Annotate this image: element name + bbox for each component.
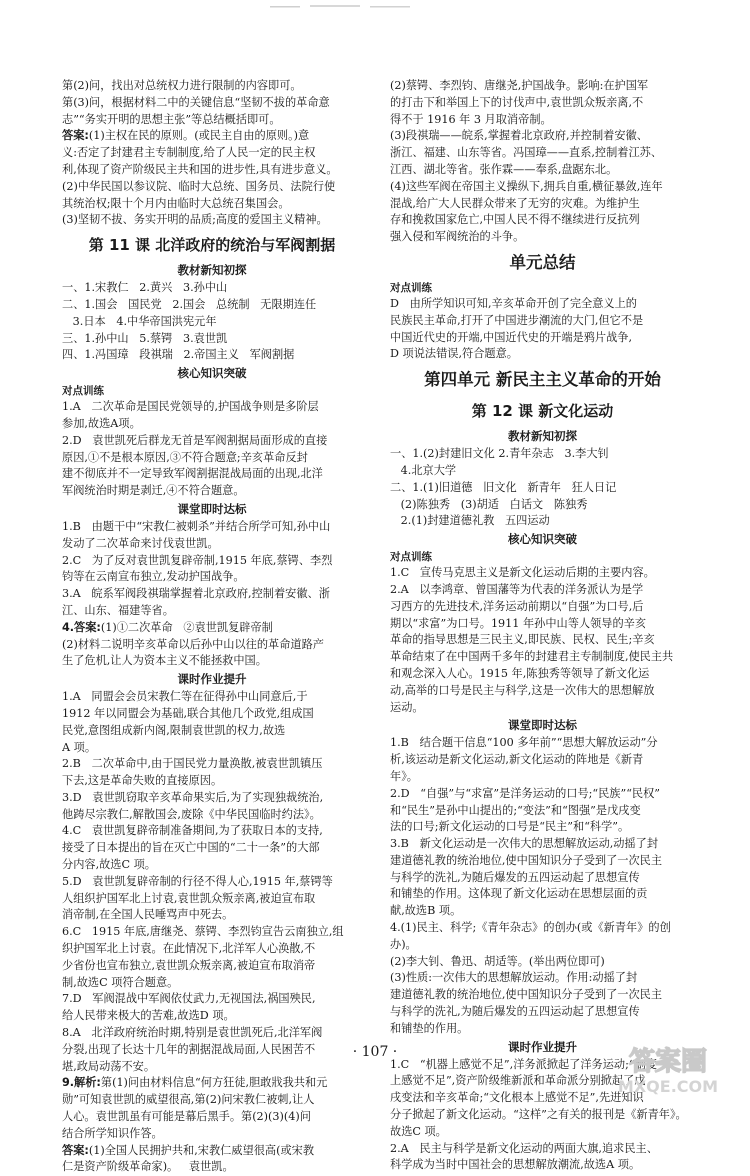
text-line: 和铺垫的作用。 [390, 1021, 469, 1035]
text-line: 1.C “机器上感觉不足”,洋务派掀起了洋务运动;“制度 [390, 1057, 657, 1071]
subsection-label: 对点训练 [390, 551, 432, 564]
text-line: 2.C 为了反对袁世凯复辟帝制,1915 年底,蔡锷、李烈 [62, 553, 333, 567]
text-line: 3.B 新文化运动是一次伟大的思想解放运动,动摇了封 [390, 837, 659, 851]
text-line: 革命的指导思想是三民主义,即民族、民权、民生;辛亥 [390, 633, 655, 647]
text-line: 4.C 袁世凯复辟帝制准备期间,为了获取日本的支持, [62, 824, 323, 838]
text-line: 与科学的洗礼,为随后爆发的五四运动起了思想宣传 [390, 870, 640, 884]
text-line: (2)李大钊、鲁迅、胡适等。(举出两位即可) [390, 954, 605, 968]
text-line: 革命结束了在中国两千多年的封建君主专制制度,使民主共 [390, 650, 674, 664]
text-line: 得不于 1916 年 3 月取消帝制。 [390, 112, 552, 126]
text-line [62, 620, 362, 637]
text-line: 8.A 北洋政府统治时期,特别是袁世凯死后,北洋军阀 [62, 1026, 323, 1040]
text-line: 二、1.(1)旧道德 旧文化 新青年 狂人日记 [390, 480, 617, 494]
text-line: 二、1.国会 国民党 2.国会 总统制 无限期连任 [62, 297, 317, 311]
text-line: 7.D 军阀混战中军阀依仗武力,无视国法,祸国殃民, [62, 992, 316, 1006]
section-heading: 课时作业提升 [508, 1039, 577, 1054]
text-line: 织护国军北上讨袁。在此情况下,北洋军人心涣散,不 [62, 942, 316, 956]
text-line: 1.C 宣传马克思主义是新文化运动后期的主要内容。 [390, 566, 655, 580]
lesson-heading: 第 12 课 新文化运动 [471, 402, 614, 421]
text-line: 一、1.(2)封建旧文化 2.青年杂志 3.李大钊 [390, 447, 609, 461]
text-line: 1.A 二次革命是国民党领导的,护国战争则是多阶层 [62, 400, 319, 414]
text-line: 2.(1)封建道德礼教 五四运动 [390, 514, 550, 528]
text-line: 分子掀起了新文化运动。“这样”之有关的报刊是《新青年》。 [390, 1108, 687, 1122]
text-line: 和铺垫的作用。这体现了新文化运动在思想层面的贡 [390, 887, 648, 901]
text-line: 2.B 二次革命中,由于国民党力量涣散,被袁世凯镇压 [62, 757, 323, 771]
answer-text: (1)主权在民的原则。(或民主自由的原则。)意 [88, 129, 310, 143]
text-line: 接受了日本提出的旨在灭亡中国的“二十一条”的大部 [62, 841, 320, 855]
text-line: 勋”可知袁世凯的威望很高,第(2)问宋教仁被刺,让人 [62, 1093, 315, 1107]
text-line: 和观念深入人心。1915 年,陈独秀等领导了新文化运 [390, 666, 650, 680]
answer-text: (1)全国人民拥护共和,宋教仁威望很高(或宋教 [88, 1143, 315, 1157]
text-line: 1912 年以同盟会为基础,联合其他几个政党,组成国 [62, 706, 314, 720]
answer-label: 答案: [62, 1143, 89, 1157]
answer-label: 4.答案: [62, 620, 101, 634]
text-line: 堪,政局动荡不安。 [62, 1059, 156, 1073]
text-line: 民族民主革命,打开了中国进步潮流的大门,但它不是 [390, 313, 644, 327]
text-line: 中国近代史的开端,中国近代史的开端是鸦片战争, [390, 330, 633, 344]
text-line: 5.D 袁世凯复辟帝制的行径不得人心,1915 年,蔡锷等 [62, 874, 333, 888]
text-line: 和“民生”是孙中山提出的;“变法”和“图强”是戊戌变 [390, 803, 641, 817]
text-line: 期以“求富”为口号。1911 年孙中山等人领导的辛亥 [390, 616, 647, 630]
left-column [62, 78, 362, 1176]
text-line: 1.B 结合题干信息“100 多年前”“思想大解放运动”分 [390, 736, 658, 750]
watermark-line2: MXQE.COM [617, 1077, 719, 1096]
text-line: 存和挽救国家危亡,中国人民不得不继续进行反抗列 [390, 213, 640, 227]
text-line: 混战,给广大人民群众带来了无穷的灾难。为维护生 [390, 196, 640, 210]
text-line [62, 1143, 362, 1160]
text-line: 义:否定了封建君主专制制度,给了人民一定的民主权 [62, 146, 316, 160]
text-line: 戌变法和辛亥革命;“文化根本上感觉不足”,先进知识 [390, 1091, 644, 1105]
text-line: 利,体现了资产阶级民主共和国的进步性,具有进步意义。 [62, 162, 338, 176]
text-line: 结合所学知识作答。 [62, 1126, 163, 1140]
section-heading: 课堂即时达标 [508, 718, 577, 733]
text-line: 江西、湖北等省。张作霖——奉系,盘踞东北。 [390, 162, 618, 176]
subsection-label: 对点训练 [62, 385, 104, 398]
text-line: 第(2)问，找出对总统权力进行限制的内容即可。 [62, 79, 302, 92]
lesson-heading: 第 11 课 北洋政府的统治与军阀割据 [88, 236, 336, 255]
text-line: 上感觉不足”,资产阶级维新派和革命派分别掀起了戊 [390, 1074, 646, 1088]
text-line: 钧等在云南宣布独立,发动护国战争。 [62, 570, 245, 584]
unit-heading: 第四单元 新民主主义革命的开始 [424, 370, 661, 390]
text-line [62, 128, 362, 145]
section-heading: 教材新知初探 [177, 263, 247, 278]
text-line: 下去,这是革命失败的直接原因。 [62, 774, 223, 788]
section-heading: 核心知识突破 [177, 366, 247, 381]
text-line: 少省份也宣布独立,袁世凯众叛亲离,被迫宣布取消帝 [62, 958, 316, 972]
text-line: 三、1.孙中山 5.蔡锷 3.袁世凯 [62, 331, 228, 345]
answer-label: 9.解析: [62, 1076, 101, 1090]
text-line: 6.C 1915 年底,唐继尧、蔡锷、李烈钧宣告云南独立,组 [62, 925, 344, 939]
text-line: 制,故选C 项符合题意。 [62, 975, 179, 989]
subsection-label: 对点训练 [390, 281, 432, 294]
text-line: 运动。 [390, 700, 424, 714]
scan-noise-top [270, 4, 420, 10]
text-line: 法的口号;新文化运动的口号是“民主”和“科学”。 [390, 820, 630, 834]
text-line: 1.B 由题干中“宋教仁被刺杀”并结合所学可知,孙中山 [62, 519, 331, 533]
text-line: 仁是资产阶级革命家)。 袁世凯。 [62, 1160, 234, 1174]
text-line: 强入侵和军阀统治的斗争。 [390, 230, 525, 244]
text-line: 四、1.冯国璋 段祺瑞 2.帝国主义 军阀割据 [62, 348, 295, 362]
text-line: 分内容,故选C 项。 [62, 858, 156, 872]
text-line: (3)性质:一次伟大的思想解放运动。作用:动摇了封 [390, 971, 638, 985]
section-heading: 核心知识突破 [508, 532, 577, 547]
text-line: 4.北京大学 [390, 463, 457, 477]
text-line: 献,故选B 项。 [390, 904, 462, 918]
text-line: 4.(1)民主、科学;《青年杂志》的创办(或《新青年》的创 [390, 921, 671, 935]
text-line: 1.A 同盟会会员宋教仁等在征得孙中山同意后,于 [62, 690, 308, 704]
text-line: 习西方的先进技术,洋务运动前期以“自强”为口号,后 [390, 599, 644, 613]
answer-label: 答案: [62, 129, 89, 143]
section-heading: 课时作业提升 [177, 672, 247, 687]
text-line: 浙江、福建、山东等省。冯国璋——直系,控制着江苏、 [390, 146, 663, 160]
section-heading: 教材新知初探 [508, 429, 577, 444]
text-line: (2)蔡锷、李烈钧、唐继尧,护国战争。影响:在护国军 [390, 79, 649, 92]
text-line: 2.A 民主与科学是新文化运动的两面大旗,追求民主、 [390, 1141, 658, 1155]
text-line: 科学成为当时中国社会的思想解放潮流,故选A 项。 [390, 1158, 641, 1172]
text-line: 给人民带来极大的苦难,故选D 项。 [62, 1009, 235, 1023]
text-line: (3)段祺瑞——皖系,掌握着北京政府,并控制着安徽、 [390, 129, 648, 143]
text-line: 原因,①不是根本原因,③不符合题意;辛亥革命反封 [62, 450, 308, 464]
text-line: 人组织护国军北上讨袁,袁世凯众叛亲离,被迫宣布取 [62, 891, 316, 905]
text-line: 2.A 以李鸿章、曾国藩等为代表的洋务派认为是学 [390, 582, 644, 596]
text-line [62, 1075, 362, 1092]
text-line: (2)陈独秀 (3)胡适 白话文 陈独秀 [390, 497, 588, 511]
text-line: 的打击下和举国上下的讨伐声中,袁世凯众叛亲离,不 [390, 95, 644, 109]
text-line: 故选C 项。 [390, 1124, 447, 1138]
text-line: 分裂,出现了长达十几年的割据混战局面,人民困苦不 [62, 1042, 316, 1056]
text-line: 3.A 皖系军阀段祺瑞掌握着北京政府,控制着安徽、浙 [62, 587, 330, 601]
text-line: 2.D 袁世凯死后群龙无首是军阀割据局面形成的直接 [62, 433, 328, 447]
text-line: 建道德礼教的统治地位,使中国知识分子受到了一次民主 [390, 988, 663, 1002]
section-heading: 课堂即时达标 [177, 501, 247, 516]
text-line: 3.日本 4.中华帝国洪宪元年 [62, 314, 217, 328]
text-line: (4)这些军阀在帝国主义操纵下,拥兵自重,横征暴敛,连年 [390, 179, 663, 193]
text-line: 军阀统治时期是剥迁,④不符合题意。 [62, 484, 245, 498]
text-line: D 项说法错误,符合题意。 [390, 347, 518, 361]
text-line: 参加,故选A项。 [62, 416, 141, 430]
text-line: 志”“务实开明的思想主张”等总结概括即可。 [62, 112, 281, 126]
text-line: 第(3)问，根据材料二中的关键信息“坚韧不拔的革命意 [62, 95, 330, 109]
watermark-logo [608, 1040, 728, 1098]
text-line: 民党,意图组成新内阁,限制袁世凯的权力,故选 [62, 723, 286, 737]
text-line: 一、1.宋教仁 2.黄兴 3.孙中山 [62, 281, 228, 295]
answer-text: (1)①二次革命 ②袁世凯复辟帝制 [100, 620, 273, 634]
text-line: 动,高举的口号是民主与科学,这是一次伟大的思想解放 [390, 683, 655, 697]
watermark-line1: 答案圈 [628, 1047, 708, 1077]
text-line: 析,该运动是新文化运动,新文化运动的阵地是《新青 [390, 753, 644, 767]
text-line: 他踌尽宗教仁,解散国会,废除《中华民国临时约法》。 [62, 807, 321, 821]
text-line: 江、山东、福建等省。 [62, 603, 174, 617]
text-line: 2.D “自强”与“求富”是洋务运动的口号;“民族”“民权” [390, 786, 661, 800]
text-line: 办)。 [390, 937, 417, 951]
answer-text: 第(1)问由材料信息“何方狂徒,胆敢戕我共和元 [100, 1076, 328, 1090]
text-line: 发动了二次革命来讨伐袁世凯。 [62, 536, 219, 550]
text-line: 消帝制,在全国人民唾骂声中死去。 [62, 908, 234, 922]
text-line: 3.D 袁世凯窃取辛亥革命果实后,为了实现独裁统治, [62, 790, 324, 804]
text-line: (2)材料二说明辛亥革命以后孙中山以往的革命道路产 [62, 637, 324, 651]
text-line: 建不彻底并不一定导致军阀割据混战局面的出现,北洋 [62, 467, 323, 481]
text-line: (3)坚韧不拔、务实开明的品质;高度的爱国主义精神。 [62, 213, 328, 227]
text-line: (2)中华民国以参议院、临时大总统、国务员、法院行使 [62, 179, 336, 193]
unit-heading: 单元总结 [509, 252, 576, 272]
text-line: 建道德礼教的统治地位,使中国知识分子受到了一次民主 [390, 853, 663, 867]
text-line: D 由所学知识可知,辛亥革命开创了完全意义上的 [390, 296, 637, 310]
text-line: 其统治权;限十个月内由临时大总统召集国会。 [62, 196, 290, 210]
text-line: A 项。 [62, 740, 97, 754]
text-line: 生了危机,让人为资本主义不能拯救中国。 [62, 654, 267, 668]
text-line: 与科学的洗礼,为随后爆发的五四运动起了思想宣传 [390, 1005, 640, 1019]
text-line: 年》。 [390, 769, 418, 783]
text-line: 人心。袁世凯虽有可能是幕后黑手。第(2)(3)(4)问 [62, 1110, 311, 1124]
page-number: · 107 · [352, 1044, 398, 1060]
right-column [390, 78, 695, 1174]
